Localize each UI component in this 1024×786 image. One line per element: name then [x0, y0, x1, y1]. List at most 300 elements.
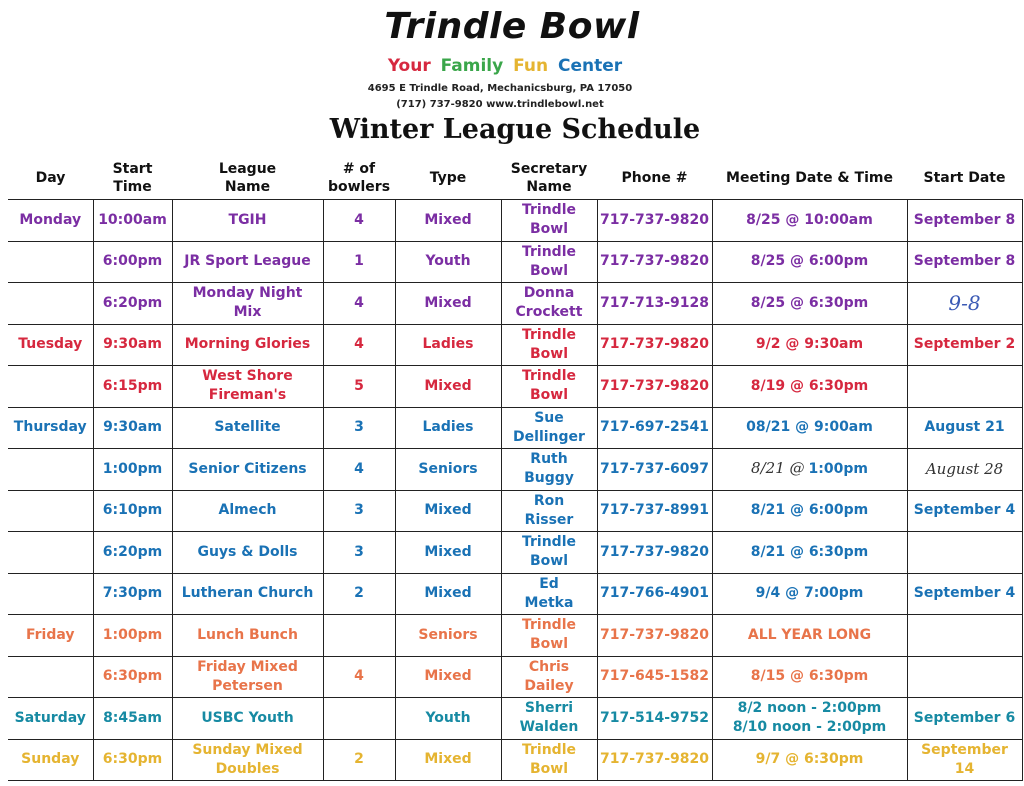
type-cell	[395, 366, 501, 408]
start-time-cell-text: 1:00pm	[102, 460, 163, 477]
column-header-line: bowlers	[327, 179, 391, 195]
start-date-cell	[907, 615, 1022, 657]
league-name-cell	[172, 200, 323, 242]
secretary-cell-text: Trindle	[522, 534, 576, 551]
column-header-line: Name	[526, 179, 572, 195]
league-name-cell-text: West Shore	[202, 368, 293, 385]
bowlers-cell	[323, 615, 395, 657]
start-time-cell	[93, 449, 172, 491]
phone-cell-text: 717-713-9128	[599, 294, 710, 311]
league-name-cell	[172, 283, 323, 325]
type-cell	[395, 656, 501, 698]
meeting-cell	[712, 698, 907, 740]
meeting-cell-text: 8/10 noon - 2:00pm	[732, 719, 887, 736]
secretary-cell-text: Bowl	[529, 760, 569, 777]
bowlers-cell-text: 3	[354, 502, 364, 519]
day-cell-text: Friday	[25, 626, 75, 643]
league-name-cell-text: TGIH	[228, 211, 267, 228]
phone-cell-text: 717-737-9820	[599, 543, 710, 560]
secretary-cell-text: Risser	[524, 511, 574, 528]
secretary-cell	[501, 283, 597, 325]
league-name-cell	[172, 573, 323, 615]
column-header-line: League	[218, 161, 277, 177]
start-date-cell	[907, 490, 1022, 532]
day-cell	[8, 573, 93, 615]
secretary-cell-text: Chris	[528, 658, 570, 675]
phone-cell	[597, 283, 712, 325]
meeting-cell-text: 8/21 @ 6:30pm	[750, 543, 869, 560]
bowlers-cell	[323, 490, 395, 532]
start-date-text: September 4	[913, 502, 1016, 519]
tagline-word: Family	[440, 56, 504, 76]
type-cell-text: Mixed	[424, 377, 472, 394]
start-time-cell	[93, 200, 172, 242]
table-row	[8, 532, 1022, 574]
phone-cell-text: 717-737-9820	[599, 211, 710, 228]
meeting-cell	[712, 366, 907, 408]
secretary-cell	[501, 490, 597, 532]
start-time-cell-text: 6:15pm	[102, 377, 163, 394]
league-name-cell	[172, 490, 323, 532]
secretary-cell-text: Donna	[523, 285, 575, 302]
secretary-cell-text: Trindle	[522, 326, 576, 343]
type-cell	[395, 407, 501, 449]
phone-cell	[597, 407, 712, 449]
phone-cell-text: 717-514-9752	[599, 709, 710, 726]
tagline-word: Fun	[513, 56, 549, 76]
table-row	[8, 573, 1022, 615]
secretary-cell	[501, 615, 597, 657]
phone-cell-text: 717-737-8991	[599, 502, 710, 519]
bowlers-cell	[323, 366, 395, 408]
meeting-cell	[712, 449, 907, 491]
type-cell	[395, 698, 501, 740]
type-cell-text: Seniors	[418, 460, 478, 477]
phone-cell	[597, 656, 712, 698]
handwritten-note: 8/21 @	[751, 459, 805, 478]
league-name-cell	[172, 241, 323, 283]
meeting-cell	[712, 573, 907, 615]
meeting-cell-text: 1:00pm	[808, 461, 868, 478]
table-row	[8, 739, 1022, 781]
table-row	[8, 407, 1022, 449]
secretary-cell	[501, 200, 597, 242]
start-date-cell	[907, 698, 1022, 740]
day-cell	[8, 615, 93, 657]
start-time-cell	[93, 407, 172, 449]
league-name-cell-text: Lunch Bunch	[197, 626, 298, 643]
phone-cell	[597, 324, 712, 366]
bowlers-cell-text: 4	[354, 294, 364, 311]
league-name-cell	[172, 324, 323, 366]
secretary-cell-text: Walden	[519, 719, 579, 736]
start-time-cell	[93, 283, 172, 325]
start-time-cell-text: 6:10pm	[102, 502, 163, 519]
column-header	[501, 157, 597, 200]
secretary-cell	[501, 241, 597, 283]
league-name-cell-text: Mix	[233, 304, 262, 321]
day-cell	[8, 366, 93, 408]
start-time-cell-text: 6:20pm	[102, 543, 163, 560]
start-time-cell-text: 10:00am	[98, 211, 167, 228]
type-cell	[395, 283, 501, 325]
bowlers-cell-text: 4	[354, 668, 364, 685]
bowlers-cell-text: 2	[354, 585, 364, 602]
start-date-text: September 8	[913, 211, 1016, 228]
type-cell-text: Youth	[425, 253, 471, 270]
column-header	[597, 157, 712, 200]
type-cell-text: Mixed	[424, 211, 472, 228]
secretary-cell-text: Trindle	[522, 202, 576, 219]
secretary-cell-text: Trindle	[522, 243, 576, 260]
league-name-cell-text: Satellite	[214, 419, 281, 436]
secretary-cell-text: Dailey	[524, 677, 574, 694]
start-date-text: September 6	[913, 709, 1016, 726]
day-cell-text: Monday	[19, 211, 82, 228]
secretary-cell	[501, 366, 597, 408]
league-schedule-table	[8, 157, 1023, 781]
meeting-cell	[712, 532, 907, 574]
meeting-cell	[712, 407, 907, 449]
start-time-cell	[93, 241, 172, 283]
start-time-cell-text: 6:30pm	[102, 751, 163, 768]
contact-line: (717) 737-9820 www.trindlebowl.net	[396, 99, 604, 110]
phone-cell	[597, 532, 712, 574]
table-row	[8, 490, 1022, 532]
start-date-cell	[907, 449, 1022, 491]
secretary-cell-text: Bowl	[529, 636, 569, 653]
secretary-cell	[501, 698, 597, 740]
secretary-cell-text: Bowl	[529, 221, 569, 238]
address: 4695 E Trindle Road, Mechanicsburg, PA 17050	[367, 83, 633, 94]
bowlers-cell	[323, 573, 395, 615]
day-cell-text: Sunday	[21, 751, 80, 768]
start-time-cell-text: 6:20pm	[102, 294, 163, 311]
handwritten-start-date: 9-8	[948, 290, 981, 315]
column-header	[395, 157, 501, 200]
secretary-cell	[501, 573, 597, 615]
start-date-text: August 21	[924, 419, 1005, 436]
meeting-cell-text: 8/25 @ 6:00pm	[750, 253, 869, 270]
league-name-cell-text: Lutheran Church	[181, 585, 314, 602]
table-row	[8, 656, 1022, 698]
bowlers-cell	[323, 407, 395, 449]
secretary-cell	[501, 407, 597, 449]
meeting-cell-text: 08/21 @ 9:00am	[746, 419, 873, 436]
table-row	[8, 366, 1022, 408]
phone-cell-text: 717-737-6097	[599, 460, 710, 477]
secretary-cell-text: Bowl	[529, 553, 569, 570]
phone-cell-text: 717-645-1582	[599, 668, 710, 685]
business-title: Trindle Bowl	[384, 6, 640, 47]
start-time-cell	[93, 324, 172, 366]
meeting-cell	[712, 656, 907, 698]
league-name-cell-text: Sunday Mixed	[192, 741, 303, 758]
type-cell-text: Mixed	[424, 668, 472, 685]
phone-cell	[597, 449, 712, 491]
bowlers-cell-text: 4	[354, 460, 364, 477]
type-cell	[395, 200, 501, 242]
day-cell	[8, 407, 93, 449]
league-name-cell	[172, 449, 323, 491]
secretary-cell-text: Trindle	[522, 741, 576, 758]
phone-cell	[597, 241, 712, 283]
secretary-cell-text: Sue	[534, 409, 564, 426]
column-header-line: Start	[112, 161, 153, 177]
secretary-cell-text: Ron	[533, 492, 565, 509]
start-time-cell	[93, 532, 172, 574]
start-date-cell	[907, 241, 1022, 283]
day-cell	[8, 324, 93, 366]
column-header	[93, 157, 172, 200]
start-date-cell	[907, 283, 1022, 325]
table-row	[8, 615, 1022, 657]
start-date-cell	[907, 656, 1022, 698]
column-header	[172, 157, 323, 200]
secretary-cell-text: Trindle	[522, 617, 576, 634]
secretary-cell-text: Buggy	[524, 470, 574, 487]
phone-cell	[597, 739, 712, 781]
secretary-cell-text: Crockett	[515, 304, 583, 321]
column-header-line: Start Date	[923, 170, 1006, 186]
meeting-cell-text: 8/25 @ 10:00am	[746, 211, 873, 228]
type-cell	[395, 739, 501, 781]
meeting-cell-text: 8/2 noon - 2:00pm	[737, 700, 882, 717]
bowlers-cell	[323, 324, 395, 366]
secretary-cell-text: Bowl	[529, 387, 569, 404]
start-time-cell-text: 9:30am	[103, 419, 162, 436]
secretary-cell-text: Bowl	[529, 345, 569, 362]
phone-cell-text: 717-737-9820	[599, 253, 710, 270]
bowlers-cell	[323, 656, 395, 698]
type-cell-text: Ladies	[422, 336, 474, 353]
start-time-cell-text: 8:45am	[103, 709, 162, 726]
secretary-cell	[501, 532, 597, 574]
bowlers-cell-text: 2	[354, 751, 364, 768]
day-cell	[8, 698, 93, 740]
bowlers-cell	[323, 739, 395, 781]
league-name-cell	[172, 407, 323, 449]
phone-cell-text: 717-737-9820	[599, 336, 710, 353]
day-cell	[8, 241, 93, 283]
column-header-line: Meeting Date & Time	[726, 170, 893, 186]
meeting-cell	[712, 324, 907, 366]
type-cell-text: Mixed	[424, 585, 472, 602]
bowlers-cell-text: 5	[354, 377, 364, 394]
phone-cell-text: 717-766-4901	[599, 585, 710, 602]
start-time-cell-text: 9:30am	[103, 336, 162, 353]
table-row	[8, 241, 1022, 283]
start-date-text: September 4	[913, 585, 1016, 602]
bowlers-cell	[323, 241, 395, 283]
day-cell	[8, 200, 93, 242]
start-date-cell	[907, 407, 1022, 449]
meeting-cell-text: ALL YEAR LONG	[747, 626, 872, 643]
bowlers-cell	[323, 200, 395, 242]
day-cell	[8, 449, 93, 491]
phone-cell	[597, 490, 712, 532]
league-name-cell-text: Doubles	[215, 760, 280, 777]
day-cell-text: Thursday	[13, 419, 87, 436]
start-time-cell-text: 6:00pm	[102, 253, 163, 270]
league-name-cell	[172, 615, 323, 657]
column-header-line: Phone #	[621, 170, 688, 186]
handwritten-start-date: August 28	[925, 459, 1004, 478]
start-date-cell	[907, 739, 1022, 781]
type-cell	[395, 449, 501, 491]
day-cell	[8, 739, 93, 781]
league-name-cell-text: Guys & Dolls	[197, 543, 298, 560]
secretary-cell-text: Trindle	[522, 368, 576, 385]
type-cell-text: Youth	[425, 709, 471, 726]
meeting-cell-text: 8/19 @ 6:30pm	[750, 377, 869, 394]
meeting-cell	[712, 200, 907, 242]
phone-cell-text: 717-697-2541	[599, 419, 710, 436]
phone-cell	[597, 366, 712, 408]
meeting-cell-text: 9/2 @ 9:30am	[755, 336, 864, 353]
league-name-cell-text: Monday Night	[192, 285, 303, 302]
league-name-cell-text: Almech	[218, 502, 277, 519]
type-cell	[395, 615, 501, 657]
type-cell-text: Mixed	[424, 502, 472, 519]
secretary-cell-text: Bowl	[529, 262, 569, 279]
bowlers-cell	[323, 283, 395, 325]
league-name-cell-text: Friday Mixed	[197, 658, 298, 675]
league-name-cell-text: JR Sport League	[184, 253, 311, 270]
start-date-cell	[907, 366, 1022, 408]
type-cell	[395, 573, 501, 615]
secretary-cell	[501, 656, 597, 698]
column-header-line: # of	[342, 161, 376, 177]
meeting-cell-text: 8/15 @ 6:30pm	[750, 668, 869, 685]
table-row	[8, 698, 1022, 740]
start-date-cell	[907, 200, 1022, 242]
phone-cell-text: 717-737-9820	[599, 751, 710, 768]
meeting-cell	[712, 283, 907, 325]
start-time-cell-text: 7:30pm	[102, 585, 163, 602]
secretary-cell	[501, 324, 597, 366]
start-date-cell	[907, 532, 1022, 574]
table-row	[8, 200, 1022, 242]
start-time-cell-text: 6:30pm	[102, 668, 163, 685]
start-time-cell	[93, 573, 172, 615]
phone-cell-text: 717-737-9820	[599, 377, 710, 394]
type-cell-text: Ladies	[422, 419, 474, 436]
day-cell	[8, 656, 93, 698]
bowlers-cell-text: 4	[354, 211, 364, 228]
bowlers-cell-text: 3	[354, 543, 364, 560]
table-row	[8, 324, 1022, 366]
league-name-cell-text: Petersen	[212, 677, 283, 694]
type-cell	[395, 324, 501, 366]
league-name-cell	[172, 532, 323, 574]
phone-cell	[597, 615, 712, 657]
start-date-text: September 14	[921, 741, 1008, 777]
day-cell-text: Saturday	[14, 709, 86, 726]
table-row	[8, 449, 1022, 491]
start-date-cell	[907, 324, 1022, 366]
start-time-cell	[93, 698, 172, 740]
start-date-text: September 8	[913, 253, 1016, 270]
type-cell	[395, 241, 501, 283]
bowlers-cell	[323, 449, 395, 491]
day-cell	[8, 532, 93, 574]
day-cell-text: Tuesday	[18, 336, 83, 353]
phone-cell	[597, 573, 712, 615]
type-cell-text: Mixed	[424, 751, 472, 768]
table-row	[8, 283, 1022, 325]
table-header-row	[8, 157, 1022, 200]
type-cell-text: Seniors	[418, 626, 478, 643]
day-cell	[8, 490, 93, 532]
day-cell	[8, 283, 93, 325]
secretary-cell-text: Ed	[539, 575, 559, 592]
secretary-cell-text: Dellinger	[513, 428, 585, 445]
meeting-cell-text: 9/7 @ 6:30pm	[755, 751, 864, 768]
secretary-cell-text: Metka	[524, 594, 574, 611]
start-time-cell	[93, 656, 172, 698]
league-name-cell	[172, 698, 323, 740]
league-name-cell-text: Senior Citizens	[188, 460, 307, 477]
phone-cell	[597, 698, 712, 740]
column-header-line: Name	[224, 179, 271, 195]
start-time-cell	[93, 615, 172, 657]
column-header	[8, 157, 93, 200]
column-header	[907, 157, 1022, 200]
start-time-cell	[93, 490, 172, 532]
bowlers-cell-text: 1	[354, 253, 364, 270]
tagline-word: Center	[558, 56, 623, 76]
start-time-cell	[93, 739, 172, 781]
meeting-cell	[712, 615, 907, 657]
meeting-cell-text: 8/25 @ 6:30pm	[750, 294, 869, 311]
column-header-line: Day	[35, 170, 66, 186]
type-cell-text: Mixed	[424, 294, 472, 311]
bowlers-cell-text: 3	[354, 419, 364, 436]
bowlers-cell	[323, 698, 395, 740]
bowlers-cell	[323, 532, 395, 574]
column-header-line: Type	[429, 170, 467, 186]
meeting-cell-text: 9/4 @ 7:00pm	[755, 585, 864, 602]
league-name-cell-text: Morning Glories	[184, 336, 311, 353]
secretary-cell	[501, 449, 597, 491]
meeting-cell	[712, 739, 907, 781]
phone-cell-text: 717-737-9820	[599, 626, 710, 643]
type-cell	[395, 490, 501, 532]
phone-cell	[597, 200, 712, 242]
league-name-cell	[172, 739, 323, 781]
column-header	[323, 157, 395, 200]
column-header-line: Secretary	[510, 161, 588, 177]
tagline-word: Your	[387, 56, 431, 76]
secretary-cell	[501, 739, 597, 781]
start-date-cell	[907, 573, 1022, 615]
start-time-cell	[93, 366, 172, 408]
column-header	[712, 157, 907, 200]
type-cell-text: Mixed	[424, 543, 472, 560]
league-name-cell	[172, 656, 323, 698]
schedule-title: Winter League Schedule	[329, 114, 701, 145]
bowlers-cell-text: 4	[354, 336, 364, 353]
secretary-cell-text: Ruth	[530, 451, 568, 468]
type-cell	[395, 532, 501, 574]
tagline	[0, 56, 1010, 76]
start-time-cell-text: 1:00pm	[102, 626, 163, 643]
meeting-cell	[712, 241, 907, 283]
table-body	[8, 200, 1022, 781]
column-header-line: Time	[113, 179, 152, 195]
meeting-cell-text: 8/21 @ 6:00pm	[750, 502, 869, 519]
